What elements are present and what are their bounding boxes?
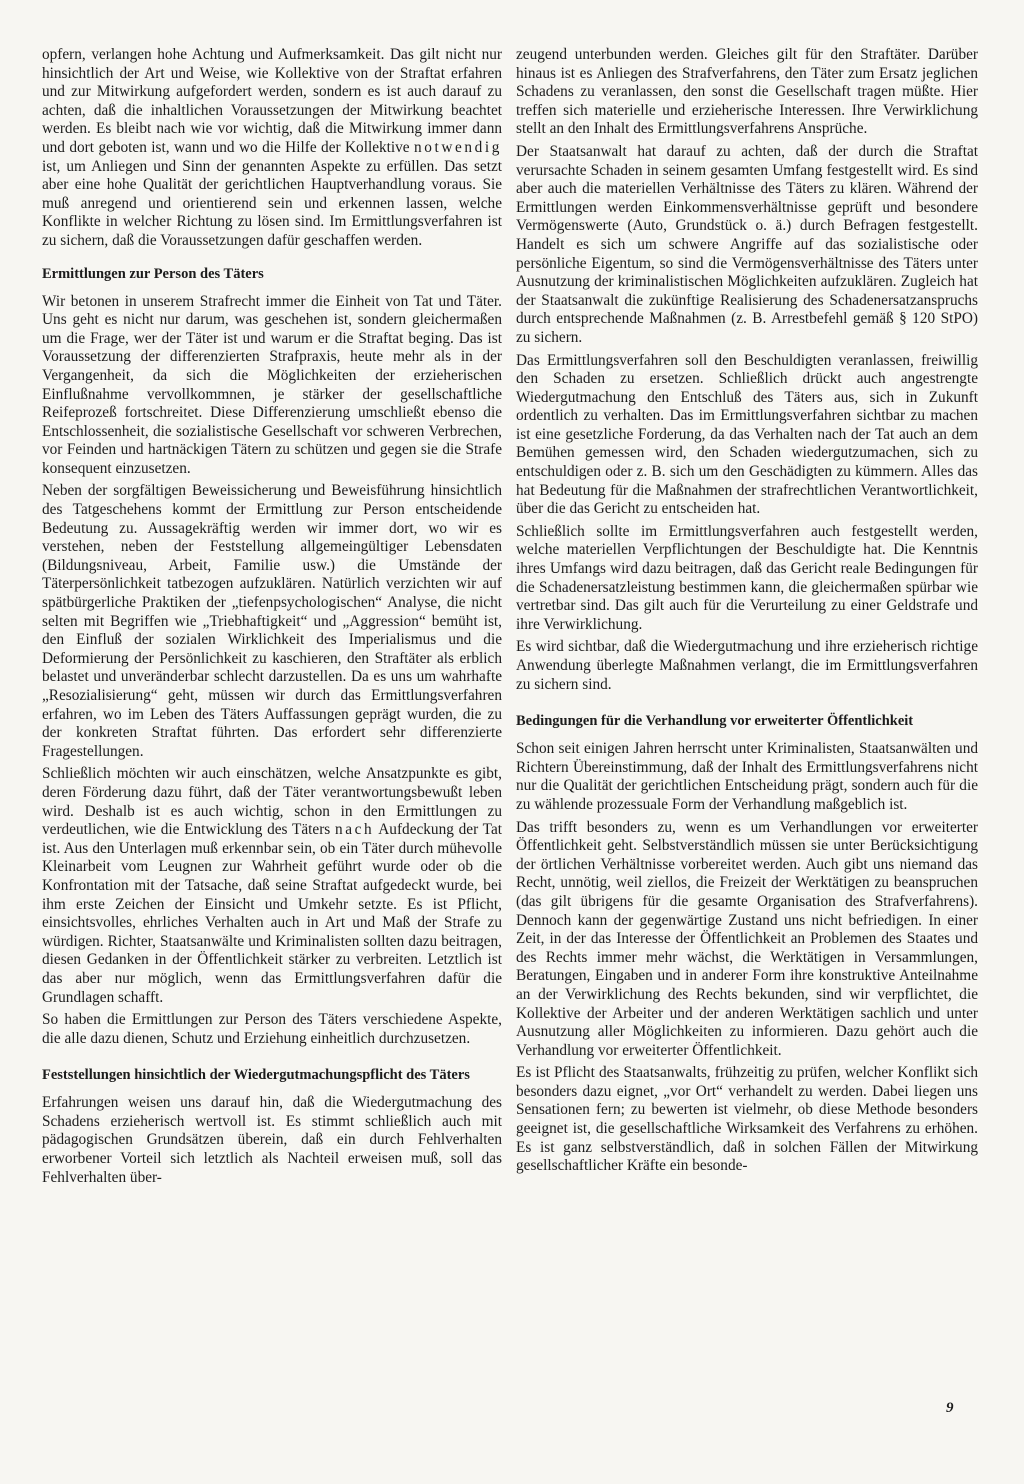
- paragraph: Neben der sorgfältigen Beweissicherung und Beweisführung hinsichtlich des Tatgeschehens kommt der Ermittlung zur Person entscheidende Bedeutung zu. Aussagekräftig werden wir immer dort, wo wir es verstehen, neben der Feststellung allgemeingültiger Lebensdaten (Bildungsniveau, Arbeit, Familie usw.) die Umstände der Täterpersönlichkeit tatbezogen aufzuklären. Natürlich verzichten wir auf spätbürgerliche Praktiken der „tiefenpsychologischen“ Analyse, die nicht selten mit Begriffen wie „Triebhaftigkeit“ und „Aggression“ bemüht ist, den Einfluß der sozialen Wirklichkeit des Imperialismus und die Deformierung der Persönlichkeit zu kaschieren, den Straftäter als erblich belastet und unveränderbar schlecht darzustellen. Da es uns um wahrhafte „Resozialisierung“ geht, müssen wir durch das Ermittlungsverfahren erfahren, wo im Leben des Täters Auffassungen geprägt wurden, die zu der konkreten Straftat führten. Das erfordert sehr differenzierte Fragestellungen.: [42, 482, 502, 760]
- emphasized-word: nach: [335, 821, 375, 839]
- page-number: 9: [946, 1400, 954, 1416]
- section-heading: Ermittlungen zur Person des Täters: [42, 265, 264, 282]
- emphasized-word: notwendig: [414, 138, 502, 156]
- section-heading: Bedingungen für die Verhandlung vor erweiterter Öffentlichkeit: [516, 713, 914, 730]
- paragraph: Schließlich sollte im Ermittlungsverfahren auch festgestellt werden, welche materiellen Verpflichtungen der Beschuldigte hat. Die Kenntnis ihres Umfangs wird dazu beitragen, daß das Gericht reale Bedingungen für die Schadenersatzleistung bestimmen kann, die gleichermaßen spürbar wie vertretbar sind. Das gilt auch für die Verurteilung zu einer Geldstrafe und ihre Verwirklichung.: [516, 522, 978, 633]
- left-column: [42, 46, 502, 1191]
- paragraph-text: Aufdeckung der Tat ist. Aus den Unterlagen muß erkennbar sein, ob ein Täter durch mühevolle Kleinarbeit vom Leugnen zur Wahrheit geführt wurde oder ob die Konfrontation mit der Tatsache, daß seine Straftat aufgedeckt wurde, bei ihm erste Zeichen der Einsicht und Umkehr setzte. Es ist Pflicht, einsichtsvolles, ehrliches Verhalten auch in Art und Maß der Strafe zu würdigen. Richter, Staatsanwälte und Kriminalisten sollten dazu beitragen, diesen Gedanken in der Öffentlichkeit stärker zu verbreiten. Letztlich ist das aber nur möglich, wenn das Ermittlungsverfahren dafür die Grundlagen schafft.: [42, 821, 502, 1006]
- paragraph: Es ist Pflicht des Staatsanwalts, frühzeitig zu prüfen, welcher Konflikt sich besonders dazu eignet, „vor Ort“ verhandelt zu werden. Dabei liegen uns Sensationen fern; zu bewerten ist vielmehr, ob diese Methode besonders geeignet ist, die gesellschaftliche Wirksamkeit des Verfahrens zu erhöhen. Es ist ganz selbstverständlich, daß in solchen Fällen der Mitwirkung gesellschaftlicher Kräfte ein besonde-: [516, 1064, 978, 1175]
- paragraph: [42, 46, 502, 251]
- paragraph: Es wird sichtbar, daß die Wiedergutmachung und ihre erzieherisch richtige Anwendung überlegte Maßnahmen verlangt, die im Ermittlungsverfahren zu sichern sind.: [516, 638, 978, 693]
- paragraph: Der Staatsanwalt hat darauf zu achten, daß der durch die Straftat verursachte Schaden in seinem gesamten Umfang festgestellt wird. Es sind aber auch die materiellen Verhältnisse des Täters zu klären. Während der Ermittlungen werden Einkommensverhältnisse geprüft und besondere Vermögenswerte (Auto, Grundstück o. ä.) durch Befragen festgestellt. Handelt es sich um schwere Angriffe auf das sozialistische oder persönliche Eigentum, so sind die Vermögensverhältnisse des Täters unter Ausnutzung der kriminalistischen Möglichkeiten aufzuklären. Zugleich hat der Staatsanwalt die zukünftige Realisierung des Schadenersatzanspruchs durch entsprechende Maßnahmen (z. B. Arrestbefehl gemäß § 120 StPO) zu sichern.: [516, 142, 978, 346]
- paragraph-text: ist, um Anliegen und Sinn der genannten Aspekte zu erfüllen. Das setzt aber eine hohe Qualität der gerichtlichen Hauptverhandlung voraus. Sie muß anregend und orientierend sein und erkennen lassen, welche Konflikte in welcher Richtung zu lösen sind. Im Ermittlungsverfahren ist zu sichern, daß die Voraussetzungen dafür geschaffen werden.: [42, 157, 502, 249]
- paragraph: zeugend unterbunden werden. Gleiches gilt für den Straftäter. Darüber hinaus ist es Anliegen des Strafverfahrens, den Täter zum Ersatz jeglichen Schadens zu veranlassen, den sonst die Gesellschaft tragen müßte. Hier treffen sich materielle und erzieherische Interessen. Ihre Verwirklichung stellt an den Inhalt des Ermittlungsverfahrens Ansprüche.: [516, 46, 978, 138]
- paragraph-text: opfern, verlangen hohe Achtung und Aufmerksamkeit. Das gilt nicht nur hinsichtlich der Art und Weise, wie Kollektive von der Straftat erfahren und zur Mitwirkung aufgefordert werden, sondern es ist auch darauf zu achten, daß die inhaltlichen Voraussetzungen der Mitwirkung beachtet werden. Es bleibt nach wie vor wichtig, daß die Mitwirkung immer dann und dort geboten ist, wann und wo die Hilfe der Kollektive: [42, 46, 502, 156]
- paragraph: So haben die Ermittlungen zur Person des Täters verschiedene Aspekte, die alle dazu dienen, Schutz und Erziehung einheitlich durchzusetzen.: [42, 1011, 502, 1047]
- paragraph: Das trifft besonders zu, wenn es um Verhandlungen vor erweiterter Öffentlichkeit geht. Selbstverständlich müssen sie unter Berücksichtigung der örtlichen Verhältnisse vorbereitet werden. Auch gibt uns niemand das Recht, unnötig, weil ziellos, die Freizeit der Werktätigen zu beanspruchen (das gilt übrigens für die gesamte Organisation des Strafverfahrens). Dennoch kann der gegenwärtige Zustand uns nicht befriedigen. In einer Zeit, in der das Interesse der Öffentlichkeit an Problemen des Staates und des Rechts immer mehr wächst, die Werktätigen in Versammlungen, Beratungen, Eingaben und in anderer Form ihre konstruktive Anteilnahme an der Verwirklichung des Rechts bekunden, sind wir verpflichtet, die Kollektive der Arbeiter und der anderen Werktätigen sachlich und unter Ausnutzung aller Möglichkeiten zu informieren. Dazu gehört auch die Verhandlung vor erweiterter Öffentlichkeit.: [516, 818, 978, 1059]
- paragraph: Schon seit einigen Jahren herrscht unter Kriminalisten, Staatsanwälten und Richtern Übereinstimmung, daß der Inhalt des Ermittlungsverfahrens nicht nur die Qualität der gerichtlichen Entscheidung prägt, sondern auch für die zu wählende prozessuale Form der Verhandlung maßgeblich ist.: [516, 740, 978, 813]
- paragraph: Das Ermittlungsverfahren soll den Beschuldigten veranlassen, freiwillig den Schaden zu ersetzen. Schließlich drückt auch angestrengte Wiedergutmachung den Entschluß des Täters aus, sich in Zukunft ordentlich zu verhalten. Das im Ermittlungsverfahren sichtbar zu machen ist eine gesetzliche Forderung, da das Verhalten nach der Tat auch an dem Bemühen gemessen wird, den Schaden wiedergutzumachen, sich zu entschuldigen oder z. B. sich um den Geschädigten zu kümmern. Alles das hat Bedeutung für die Maßnahmen der strafrechtlichen Verantwortlichkeit, über die das Gericht zu entscheiden hat.: [516, 351, 978, 518]
- paragraph: Erfahrungen weisen uns darauf hin, daß die Wiedergutmachung des Schadens erzieherisch wertvoll ist. Es stimmt schließlich auch mit pädagogischen Grundsätzen überein, daß ein durch Fehlverhalten erworbener Vorteil sich letztlich als Nachteil erweisen muß, soll das Fehlverhalten über-: [42, 1094, 502, 1186]
- paragraph: [42, 765, 502, 1007]
- paragraph: Wir betonen in unserem Strafrecht immer die Einheit von Tat und Täter. Uns geht es nicht nur darum, was geschehen ist, sondern gleichermaßen um die Frage, wer der Täter ist und warum er die Straftat beging. Das ist Voraussetzung der differenzierten Strafpraxis, heute mehr als in der Vergangenheit, da sich die Möglichkeiten der erzieherischen Einflußnahme vervollkommnen, je stärker der gesellschaftliche Reifeprozeß fortschreitet. Diese Differenzierung umschließt ebenso die Entschlossenheit, die sozialistische Gesellschaft vor schweren Verbrechen, vor Feinden und hartnäckigen Tätern zu schützen und gegen sie die Strafe konsequent einzusetzen.: [42, 292, 502, 477]
- right-column: [516, 46, 978, 1180]
- section-heading: Feststellungen hinsichtlich der Wiedergutmachungspflicht des Täters: [42, 1067, 470, 1084]
- paragraph-text: Schließlich möchten wir auch einschätzen, welche Ansatzpunkte es gibt, deren Förderung dazu führt, daß der Täter verantwortungsbewußt leben wird. Deshalb ist es auch wichtig, schon in den Ermittlungen zu verdeutlichen, wie die Entwicklung des Täters: [42, 765, 502, 839]
